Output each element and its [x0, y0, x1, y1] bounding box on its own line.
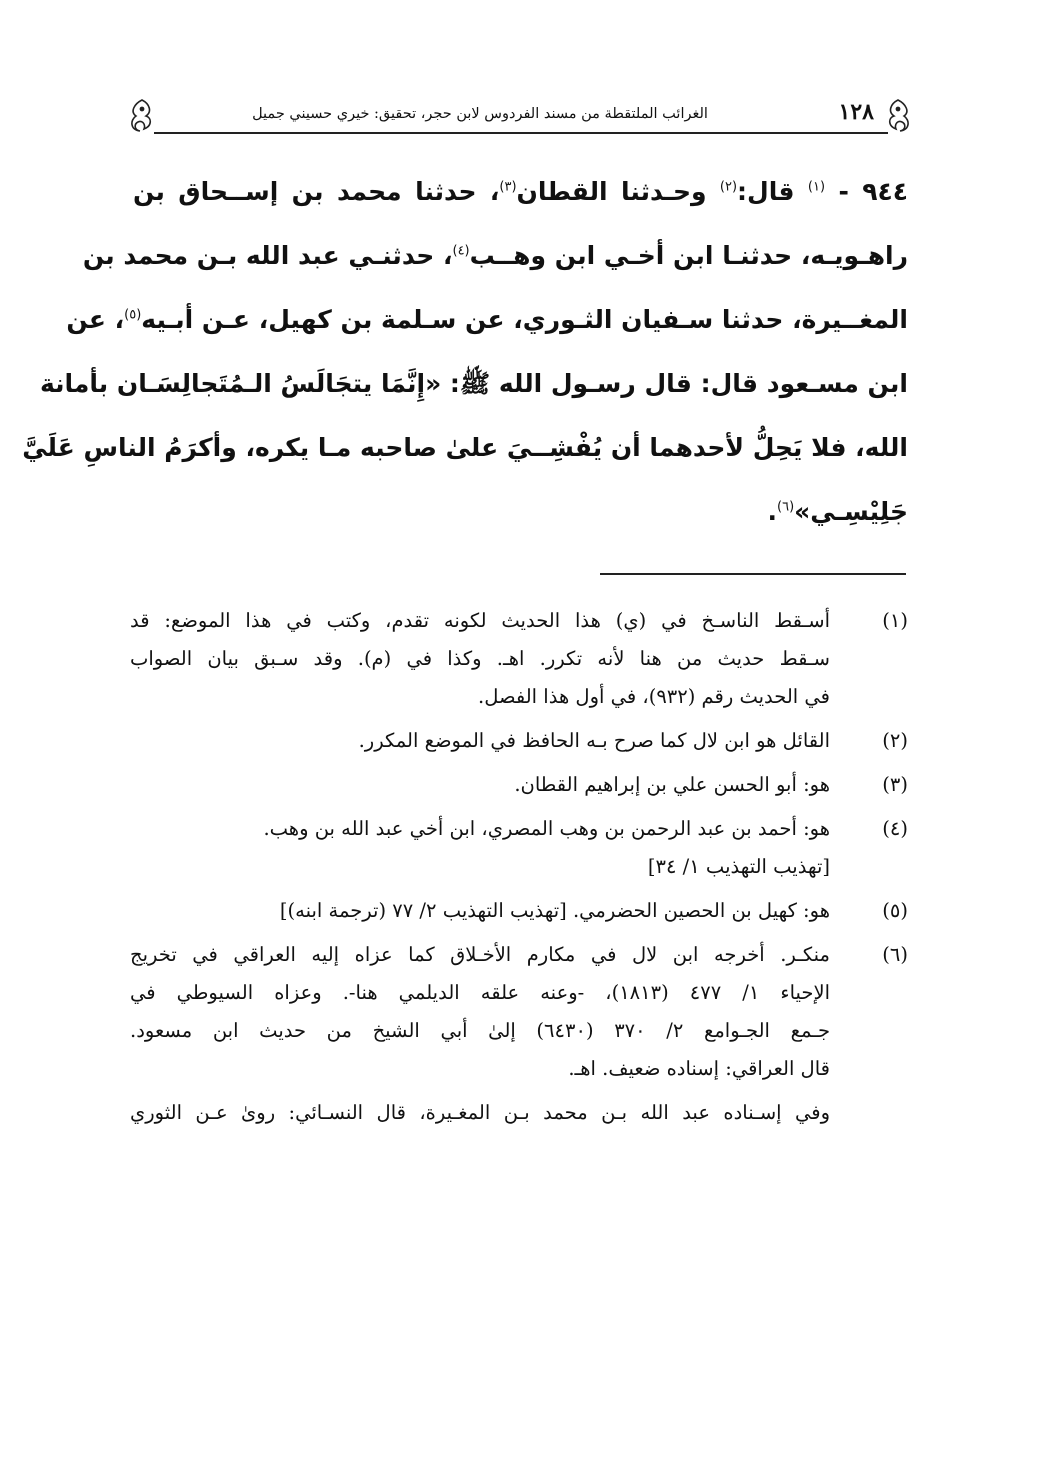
footnote-number: (١): [882, 609, 908, 632]
footnote: (١) أسـقط الناسـخ في (ي) هذا الحديث لكونه تقدم، وكتب في هذا الموضع: قد سـقط حديث من هنا لأنه تكرر. اهـ. وكذا في (م). وقد سـبق بيان الصواب في الحديث رقم (٩٣٢)، في أول هذا الفصل.: [130, 602, 908, 716]
footnote-number: (٥): [882, 899, 908, 922]
footnote: (٥) هو: كهيل بن الحصين الحضرمي. [تهذيب التهذيب ٢/ ٧٧ (ترجمة ابنه)]: [130, 892, 908, 930]
hadith-line: ٩٤٤ - $^{(١)}$ قال:$^{(٢)}$ وحـدثنا القطان$^{(٣)}$، حدثنا محمد بن إســحاق بن: [133, 177, 909, 206]
footnote-ref: (٢): [719, 179, 738, 195]
footnote-ref: (١): [807, 179, 826, 195]
footnote-continuation: وفي إسـناده عبد الله بـن محمد بـن المغـيرة، قال النسـائي: روىٰ عـن الثوري: [130, 1101, 830, 1124]
footnote-ref: (٣): [499, 179, 517, 195]
hadith-line: راهـويـه، حدثنـا ابن أخـي ابن وهــب$^{(٤)}$، حدثنـي عبد الله بـن محمد بن: [82, 241, 908, 270]
hadith-line: المغــيرة، حدثنا سـفيان الثـوري، عن سـلمة بن كهيل، عـن أبـيه$^{(٥)}$، عن: [66, 305, 908, 334]
footnote-separator: [600, 573, 906, 575]
page-number: ١٢٨: [838, 99, 874, 125]
footnote-number: (٣): [882, 773, 908, 796]
footnote-ref: (٤): [452, 243, 470, 259]
hadith-line: ابن مسـعود قال: قال رسـول الله ﷺ: «إِنَّمَا يتجَالَسُ الـمُتَجالِسَـان بأمانة: [39, 369, 908, 398]
footnote: (٣) هو: أبو الحسن علي بن إبراهيم القطان.: [130, 766, 908, 804]
header-title: الغرائب الملتقطة من مسند الفردوس لابن حجر، تحقيق: خيري حسيني جميل: [252, 106, 708, 122]
footnote-ref: (٦): [777, 499, 795, 515]
footnote-number: (٦): [882, 943, 908, 966]
footnote: (٤) هو: أحمد بن عبد الرحمن بن وهب المصري، ابن أخي عبد الله بن وهب. [تهذيب التهذيب ١/ ٣٤]: [130, 810, 908, 886]
hadith-line: الله، فلا يَحِلُّ لأحدهما أن يُفْشِــيَ علىٰ صاحبه مـا يكره، وأكرَمُ الناسِ عَلَيَّ: [22, 433, 908, 462]
footnotes: [130, 602, 908, 1132]
running-header: [132, 96, 908, 138]
ornament-left-icon: [128, 98, 156, 132]
footnote: (٦) منكـر. أخرجه ابن لال في مكارم الأخـلاق كما عزاه إليه العراقي في تخريج الإحياء ١/ ٤٧٧ (١٨١٣)، -وعنه علقه الديلمي هنا-. وعزاه السيوطي في جـمع الجـوامع ٢/ ٣٧٠ (٦٤٣٠) إلىٰ أبي الشيخ من حديث ابن مسعود. قال العراقي: إسناده ضعيف. اهـ.: [130, 936, 908, 1088]
ornament-right-icon: [884, 98, 912, 132]
footnote-number: (٤): [882, 817, 908, 840]
header-rule: [154, 132, 888, 134]
footnote: (٢) القائل هو ابن لال كما صرح بـه الحافظ في الموضع المكرر.: [130, 722, 908, 760]
hadith-line: جَلِيْسِـي»$^{(٦)}$.: [767, 497, 908, 526]
footnote-number: (٢): [882, 729, 908, 752]
hadith-text: [22, 160, 909, 544]
footnote-ref: (٥): [124, 307, 142, 323]
